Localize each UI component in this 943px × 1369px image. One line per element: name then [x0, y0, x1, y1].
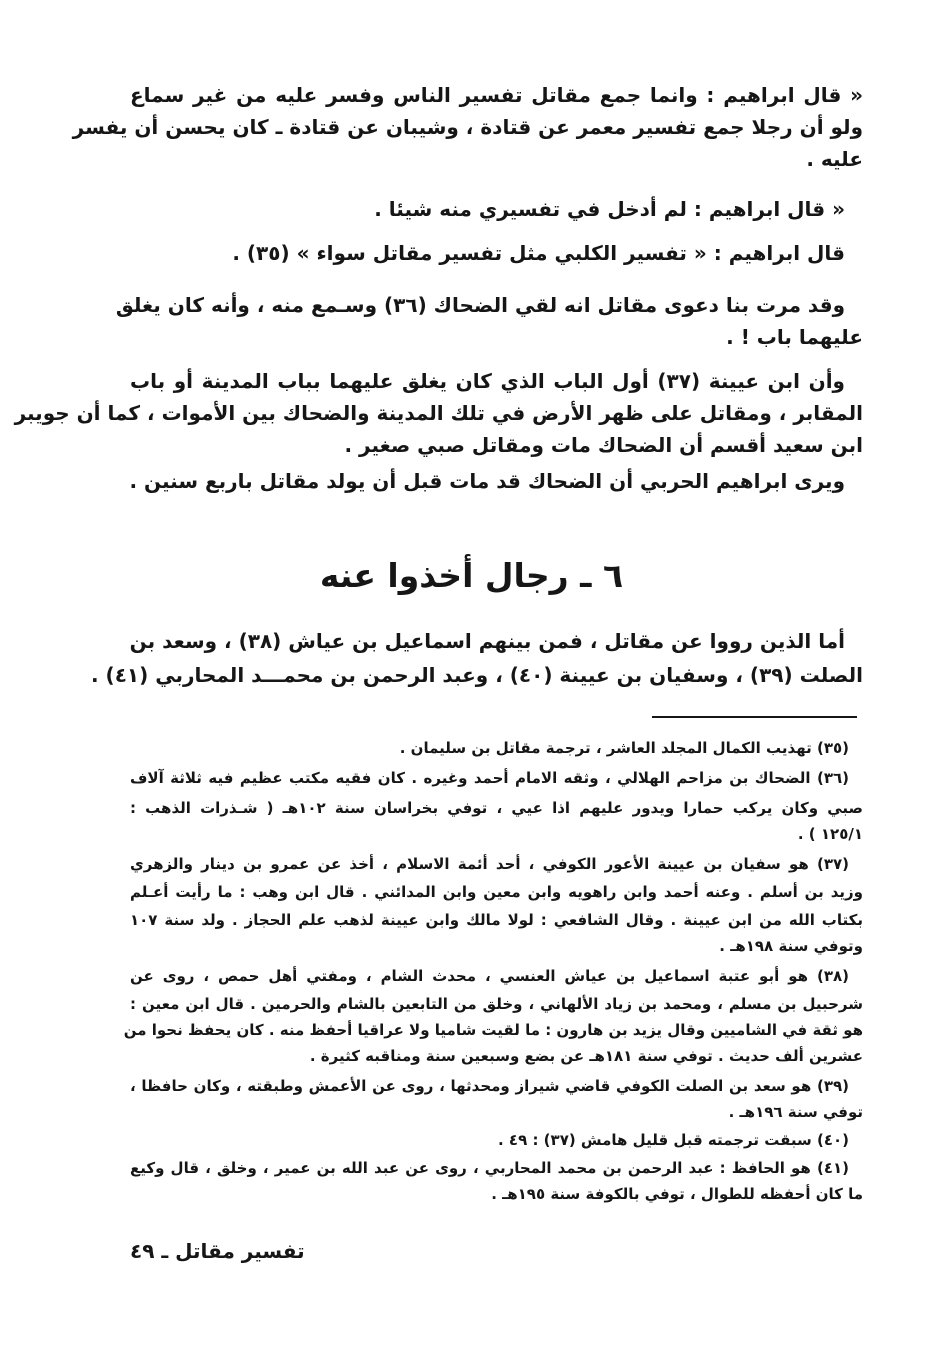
footnote-38-line: شرحبيل بن مسلم ، ومحمد بن زياد الألهاني ، وخلق من التابعين بالشام والحرمين . قال ابن معين : [130, 995, 863, 1013]
footnote-38-line: عشرين ألف حديث . توفي سنة ١٨١هـ عن بضع وسبعين سنة ومناقبه كثيرة . [309, 1047, 863, 1065]
body-line: عليهما باب ! . [726, 325, 863, 349]
section-heading: ٦ ـ رجال أخذوا عنه [319, 556, 624, 595]
footnote-39-line: توفي سنة ١٩٦هـ . [728, 1103, 863, 1121]
body-line: عليه . [806, 147, 863, 171]
body-line: « قال ابراهيم : لم أدخل في تفسيري منه شيئا . [374, 197, 845, 221]
footnote-37: (٣٧) هو سفيان بن عيينة الأعور الكوفي ، أحد أئمة الاسلام ، أخذ عن عمرو بن دينار والزهري [130, 855, 849, 873]
footnote-36: (٣٦) الضحاك بن مزاحم الهلالي ، وثقه الامام أحمد وغيره . كان فقيه مكتب عظيم فيه ثلاثة آلاف [130, 769, 849, 787]
body-line: ابن سعيد أقسم أن الضحاك مات ومقاتل صبي صغير . [344, 433, 863, 457]
footnote-divider [652, 716, 857, 718]
body-line: وقد مرت بنا دعوى مقاتل انه لقي الضحاك (٣٦) وسـمع منه ، وأنه كان يغلق [115, 293, 845, 317]
body-line: قال ابراهيم : « تفسير الكلبي مثل تفسير مقاتل سواء » (٣٥) . [232, 241, 845, 265]
footnote-41-line: ما كان أحفظه للطوال ، توفي بالكوفة سنة ١٩٥هـ . [491, 1185, 863, 1203]
body-line: أما الذين رووا عن مقاتل ، فمن بينهم اسماعيل بن عياش (٣٨) ، وسعد بن [129, 629, 845, 653]
body-line: الصلت (٣٩) ، وسفيان بن عيينة (٤٠) ، وعبد الرحمن بن محمـــد المحاربي (٤١) . [90, 663, 863, 687]
footnote-37-line: وتوفي سنة ١٩٨هـ . [719, 937, 863, 955]
page-footer: تفسير مقاتل ـ ٤٩ [130, 1239, 305, 1263]
footnote-41: (٤١) هو الحافظ : عبد الرحمن بن محمد المحاربي ، روى عن عبد الله بن عمير ، وخلق ، قال وكيع [130, 1159, 849, 1177]
body-line: وأن ابن عيينة (٣٧) أول الباب الذي كان يغلق عليهما بباب المدينة أو باب [130, 369, 845, 393]
footnote-36-line: ١٢٥/١ ) . [797, 825, 863, 843]
body-line: ولو أن رجلا جمع تفسير معمر عن قتادة ، وشيبان عن قتادة ـ كان يحسن أن يفسر [72, 115, 863, 139]
body-line: « قال ابراهيم : وانما جمع مقاتل تفسير الناس وفسر عليه من غير سماع [130, 83, 863, 107]
footnote-38: (٣٨) هو أبو عتبة اسماعيل بن عياش العنسي ، محدث الشام ، ومفتي أهل حمص ، روى عن [130, 967, 849, 985]
footnote-35: (٣٥) تهذيب الكمال المجلد العاشر ، ترجمة مقاتل بن سليمان . [399, 739, 849, 757]
footnote-36-line: صبي وكان يركب حمارا ويدور عليهم اذا عيي ، توفي بخراسان سنة ١٠٢هـ ( شـذرات الذهب : [130, 799, 863, 817]
footnote-37-line: وزيد بن أسلم . وعنه أحمد وابن راهويه وابن معين وابن المدائني . قال ابن وهب : ما رأيت أعـلم [130, 883, 863, 901]
footnote-39: (٣٩) هو سعد بن الصلت الكوفي قاضي شيراز ومحدثها ، روى عن الأعمش وطبقته ، وكان حافظا ، [130, 1077, 849, 1095]
body-line: ويرى ابراهيم الحربي أن الضحاك قد مات قبل أن يولد مقاتل باربع سنين . [129, 469, 845, 493]
footnote-37-line: بكتاب الله من ابن عيينة . وقال الشافعي : لولا مالك وابن عيينة لذهب علم الحجاز . ولد سنة ١٠٧ [130, 911, 863, 929]
footnote-40: (٤٠) سبقت ترجمته قبل قليل هامش (٣٧) : ٤٩ . [498, 1131, 849, 1149]
body-line: المقابر ، ومقاتل على ظهر الأرض في تلك المدينة والضحاك بين الأموات ، كما أن جويبر [14, 401, 863, 425]
footnote-38-line: هو ثقة في الشاميين وقال يزيد بن هارون : ما لقيت شاميا ولا عراقيا أحفظ منه . كان يحفظ نحوا من [123, 1021, 863, 1039]
